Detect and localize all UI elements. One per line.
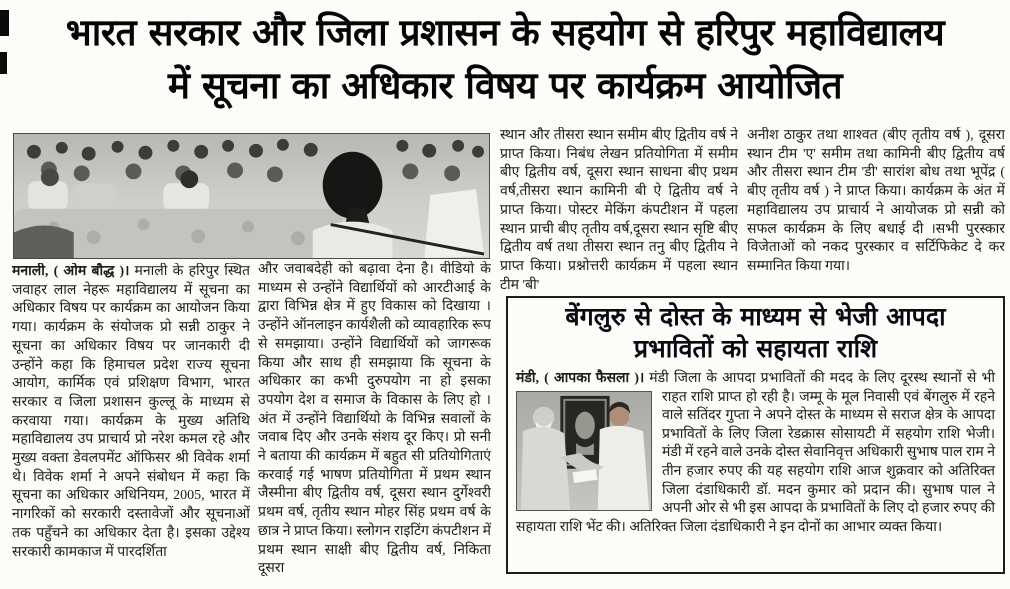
article-column-2	[258, 261, 491, 581]
side-body-lead: मंडी जिला के आपदा प्रभावितों की मदद के लिए दूरस्थ स्थानों	[649, 371, 962, 386]
side-body-rest: से भी राहत राशि प्राप्त हो रही है। जम्मू के मूल निवासी एवं बेंगलुरु में रहने वाले सतिंदर गुप्ता ने अपने दोस्त के माध्यम से सराज क्षेत्र के आपदा प्रभावितों के लिए जिला रेडक्रास सोसायटी में सहयोग राशि भेजी। मंडी में रहने वाले उनके दोस्त सेवानिवृत्त अधिकारी सुभाष पाल राम ने तीन हजार रुपए की यह सहयोग राशि आज शुक्रवार को अतिरिक्त जिला दंडाधिकारी डॉ. मदन कुमार को प्रदान की। सुभाष पाल ने अपनी ओर से भी इस आपदा के प्रभावितों के लिए दो हजार रुपए की सहायता राशि भेंट की। अतिरिक्त जिला दंडाधिकारी ने इन दोनों का आभार व्यक्त किया।	[516, 371, 996, 535]
audience-hall-photo-art	[14, 134, 489, 258]
side-article-headline	[516, 301, 995, 365]
side-headline-line2: प्रभावितों को सहायता राशि	[633, 334, 878, 363]
side-headline-line1: बेंगलुरु से दोस्त के माध्यम से भेजी आपदा	[565, 302, 946, 331]
column-1-text: मनाली के हरिपुर स्थित जवाहर लाल नेहरू महाविद्यालय में सूचना का अधिकार विषय पर कार्यक्रम का आयोजन किया गया। कार्यक्रम के संयोजक प्रो सन्नी ठाकुर ने सूचना का अधिकार विषय पर जानकारी दी उन्होंने कहा कि हिमाचल प्रदेश राज्य सूचना आयोग, कार्मिक एवं प्रशिक्षण विभाग, भारत सरकार व जिला प्रशासन कुल्लू के माध्यम से करवाया गया। कार्यक्रम के मुख्य अतिथि महाविद्यालय उप प्राचार्य प्रो नरेश कमल रहे और मुख्य वक्ता डेवलपमेंट ऑफिसर श्री विवेक शर्मा थे। विवेक शर्मा ने अपने संबोधन में कहा कि सूचना का अधिकार अधिनियम, 2005, भारत में नागरिकों को सरकारी दस्तावेजों और सूचनाओं तक पहुँचने का अधिकार देता है। इसका उद्देश्य सरकारी कामकाज में पारदर्शिता	[12, 264, 250, 560]
cheque-handover-photo-art	[517, 392, 651, 510]
article-column-3	[500, 127, 738, 307]
main-headline-line1: भारत सरकार और जिला प्रशासन के सहयोग से हरिपुर महाविद्यालय	[65, 11, 945, 54]
article-column-1	[12, 263, 250, 581]
side-article-body	[516, 370, 995, 537]
column-3-text: स्थान और तीसरा स्थान समीम बीए द्वितीय वर्ष ने प्राप्त किया। निबंध लेखन प्रतियोगिता में समीम बीए द्वितीय वर्ष, दूसरा स्थान साधना बीए प्रथम वर्ष,तीसरा स्थान कामिनी बी ऐ द्वितीय वर्ष ने प्राप्त किया। पोस्टर मेकिंग कंपटीशन में पहला स्थान प्राची बीए तृतीय वर्ष,दूसरा स्थान सृष्टि बीए द्वितीय वर्ष तथा तीसरा स्थान तनु बीए द्वितीय ने प्राप्त किया। प्रश्नोत्तरी कार्यक्रम में पहला स्थान टीम 'बी'	[500, 128, 738, 293]
main-headline-line2: में सूचना का अधिकार विषय पर कार्यक्रम आयोजित	[167, 64, 843, 107]
article-column-4	[747, 127, 1005, 305]
cheque-handover-photo	[516, 391, 652, 511]
dateline-manali: मनाली, ( ओम बौद्ध )।	[12, 264, 130, 279]
main-headline	[0, 6, 1010, 112]
column-2-text: और जवाबदेही को बढ़ावा देना है। वीडियो के माध्यम से उन्होंने विद्यार्थियों को आरटीआई के द्वारा विभिन्न क्षेत्र में हुए विकास को दिखाया । उन्होंने ऑनलाइन कार्यशैली को व्यावहारिक रूप से समझाया। उन्होंने विद्यार्थियों को जागरूक किया और साथ ही समझाया कि सूचना के अधिकार का कभी दुरुपयोग ना हो इसका उपयोग देश व समाज के विकास के लिए हो ।अंत में उन्होंने विद्यार्थियो के विभिन्न सवालों के जवाब दिए और उनके संशय दूर किए। प्रो सनी ने बताया की कार्यक्रम में बहुत सी प्रतियोगिताएं करवाई गई भाषण प्रतियोगिता में प्रथम स्थान जैस्मीना बीए द्वितीय वर्ष, दूसरा स्थान दुर्गेश्वरी प्रथम वर्ष, तृतीय स्थान मोहर सिंह प्रथम वर्ष के छात्र ने प्राप्त किया। स्लोगन राइटिंग कंपटीशन में प्रथम स्थान साक्षी बीए द्वितीय वर्ष, निकिता दूसरा	[258, 262, 491, 577]
dateline-mandi: मंडी, ( आपका फैसला )।	[516, 371, 645, 386]
side-article-box	[506, 296, 1005, 574]
audience-hall-photo	[13, 133, 490, 259]
column-4-text: अनीश ठाकुर तथा शाश्वत (बीए तृतीय वर्ष ), दूसरा स्थान टीम 'ए' समीम तथा कामिनी बीए द्वितीय वर्ष और तीसरा स्थान टीम 'डी' सारांश बोध तथा भूपेंद्र ( बीए तृतीय वर्ष ) ने प्राप्त किया। कार्यक्रम के अंत में महाविद्यालय उप प्राचार्य ने आयोजक प्रो सन्नी को सफल कार्यक्रम के लिए बधाई दी ।सभी पुरस्कार विजेताओं को नकद पुरस्कार व सर्टिफिकेट दे कर सम्मानित किया गया।	[747, 128, 1005, 274]
